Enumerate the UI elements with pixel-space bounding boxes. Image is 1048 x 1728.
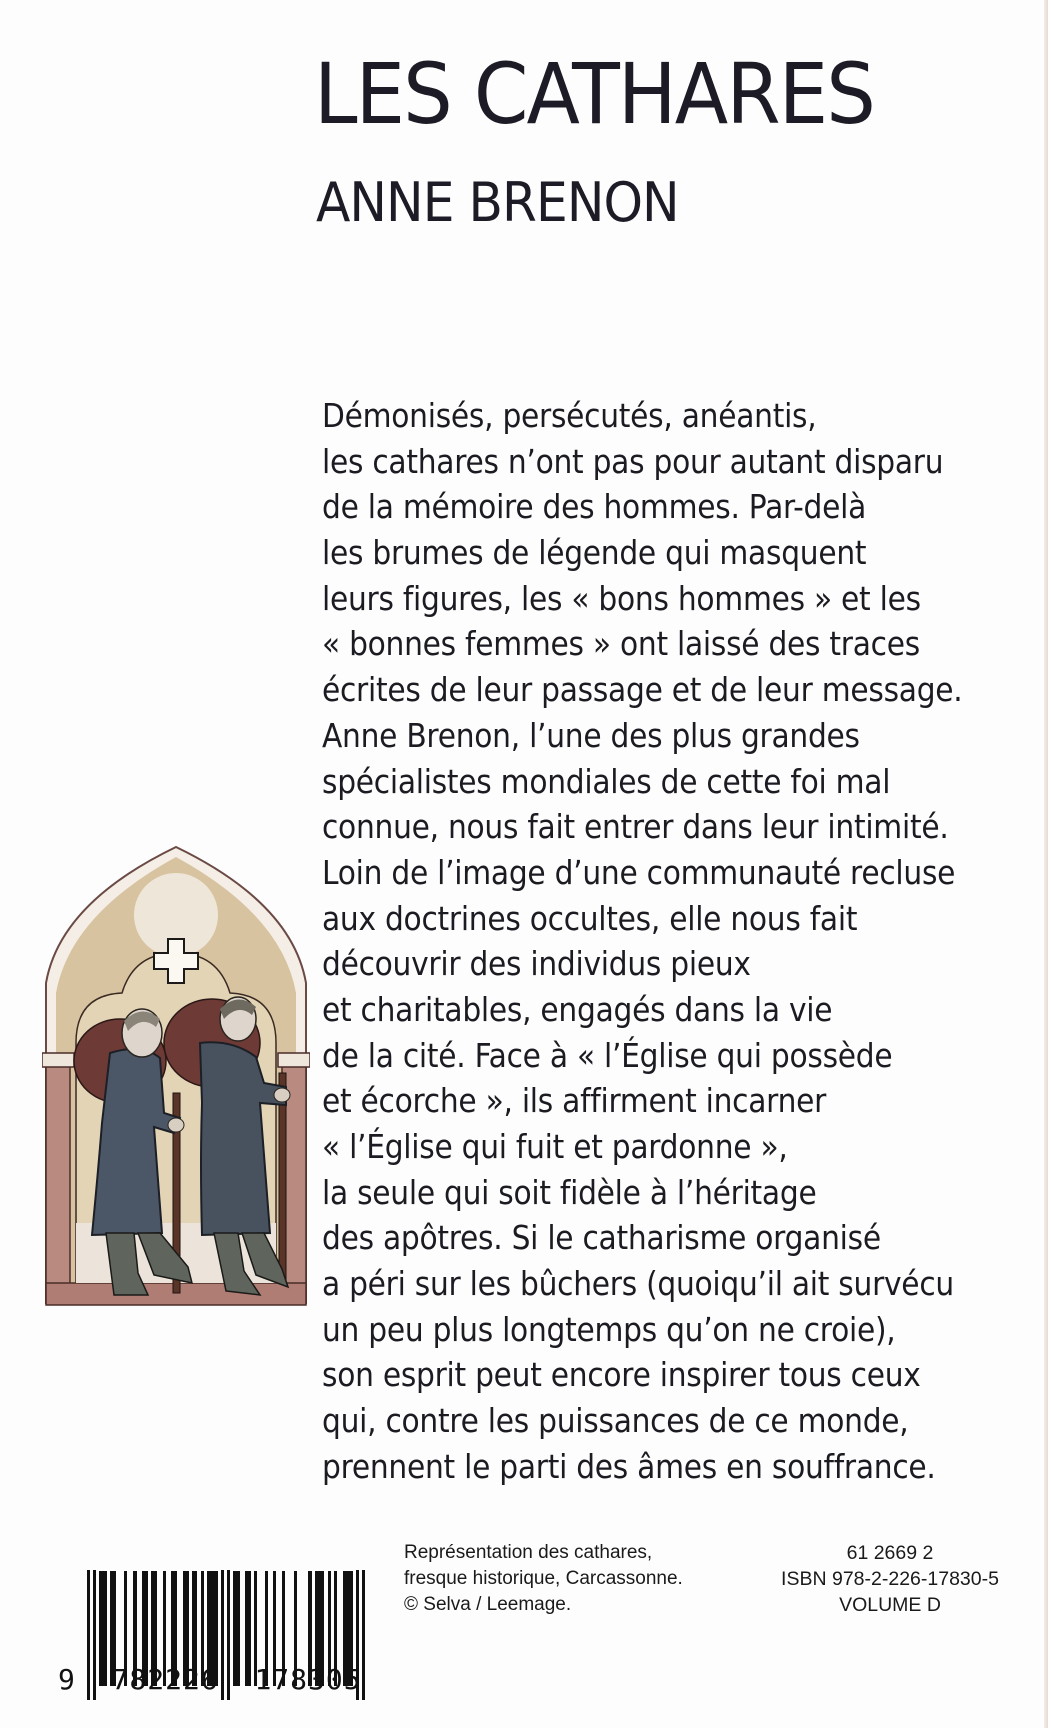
barcode-digits-left: 782226	[111, 1663, 219, 1696]
barcode-digits	[58, 1663, 362, 1696]
blurb-line: leurs figures, les « bons hommes » et les	[322, 578, 921, 618]
credit-line: © Selva / Leemage.	[404, 1594, 572, 1615]
blurb-line: « bonnes femmes » ont laissé des traces	[322, 624, 920, 664]
book-title: LES CATHARES	[314, 45, 875, 143]
blurb-line: « l’Église qui fuit et pardonne »,	[322, 1127, 788, 1166]
blurb-line: et charitables, engagés dans la vie	[322, 989, 833, 1029]
blurb-line: connue, nous fait entrer dans leur intimité.	[322, 807, 949, 847]
blurb-line: écrites de leur passage et de leur message.	[322, 670, 963, 710]
volume-label: VOLUME D	[839, 1594, 941, 1616]
blurb-line: les cathares n’ont pas pour autant disparu	[322, 441, 944, 481]
credit-line: fresque historique, Carcassonne.	[404, 1568, 683, 1589]
blurb-line: et écorche », ils affirment incarner	[322, 1081, 827, 1121]
blurb-line: de la mémoire des hommes. Par-delà	[322, 487, 867, 527]
blurb-line: aux doctrines occultes, elle nous fait	[322, 898, 858, 938]
book-author: ANNE BRENON	[316, 171, 679, 234]
blurb-line: Démonisés, persécutés, anéantis,	[322, 396, 817, 435]
credit-line: Représentation des cathares,	[404, 1542, 653, 1563]
blurb-text	[322, 393, 1042, 1490]
blurb-line: la seule qui soit fidèle à l’héritage	[322, 1172, 817, 1212]
blurb-line: de la cité. Face à « l’Église qui possède	[322, 1035, 893, 1075]
isbn-number: ISBN 978-2-226-17830-5	[781, 1568, 999, 1590]
blurb-line: qui, contre les puissances de ce monde,	[322, 1401, 909, 1441]
blurb-line: a péri sur les bûchers (quoiqu’il ait survécu	[322, 1264, 954, 1304]
isbn-block	[740, 1540, 1040, 1618]
blurb-line: découvrir des individus pieux	[322, 944, 751, 984]
blurb-line: les brumes de légende qui masquent	[322, 533, 867, 573]
page-edge	[1044, 0, 1048, 1728]
blurb-line: des apôtres. Si le catharisme organisé	[322, 1218, 881, 1258]
blurb-line: Loin de l’image d’une communauté recluse	[322, 852, 956, 892]
image-credits	[404, 1540, 683, 1618]
product-code: 61 2669 2	[846, 1542, 934, 1564]
blurb-line: prennent le parti des âmes en souffrance.	[322, 1446, 936, 1486]
fresco-illustration	[42, 843, 310, 1309]
blurb-line: un peu plus longtemps qu’on ne croie),	[322, 1309, 896, 1349]
blurb-line: Anne Brenon, l’une des plus grandes	[322, 715, 860, 755]
barcode-digit-prefix: 9	[58, 1663, 76, 1696]
barcode-digits-right: 178305	[254, 1663, 362, 1696]
blurb-line: spécialistes mondiales de cette foi mal	[322, 761, 891, 801]
blurb-line: son esprit peut encore inspirer tous ceux	[322, 1355, 921, 1395]
